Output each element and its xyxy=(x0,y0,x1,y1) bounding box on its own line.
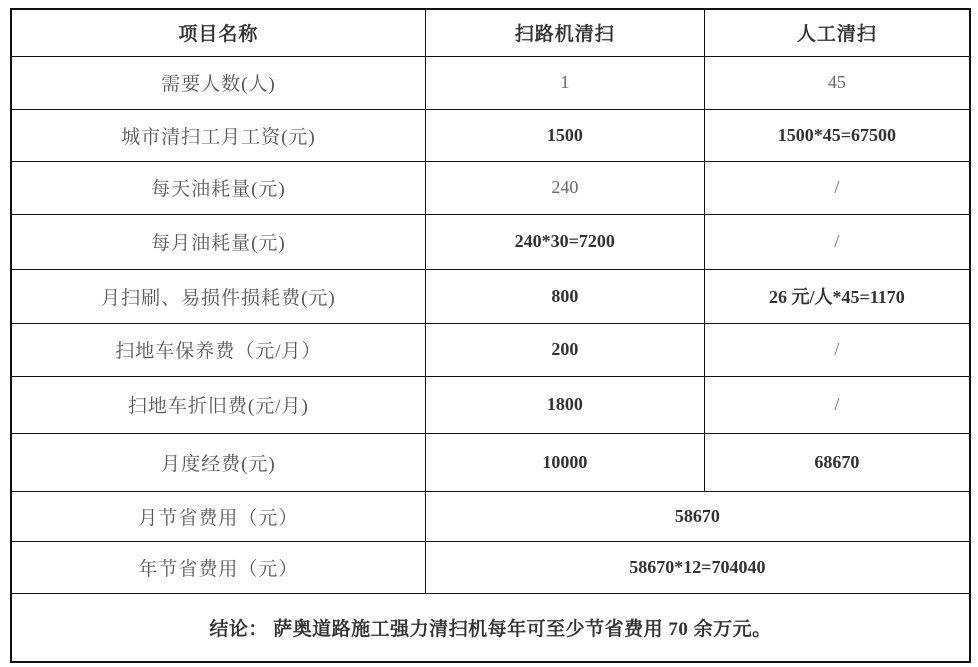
machine-value: 10000 xyxy=(425,433,704,491)
machine-value: 1500 xyxy=(425,109,704,161)
table-row xyxy=(11,214,970,269)
table-row xyxy=(11,161,970,214)
manual-value: / xyxy=(704,161,970,214)
table-row xyxy=(11,323,970,376)
machine-value: 1 xyxy=(425,56,704,109)
table-header-row xyxy=(11,9,970,56)
table-row xyxy=(11,433,970,491)
row-label: 城市清扫工月工资(元) xyxy=(11,109,425,161)
merged-value: 58670 xyxy=(425,491,970,541)
row-label: 每月油耗量(元) xyxy=(11,214,425,269)
row-label: 月扫刷、易损件损耗费(元) xyxy=(11,269,425,323)
table-row-conclusion xyxy=(11,593,970,662)
manual-value: 26 元/人*45=1170 xyxy=(704,269,970,323)
row-label: 扫地车保养费（元/月） xyxy=(11,323,425,376)
machine-value: 240 xyxy=(425,161,704,214)
row-label: 扫地车折旧费(元/月) xyxy=(11,376,425,433)
table-row xyxy=(11,376,970,433)
table-row xyxy=(11,269,970,323)
manual-value: 68670 xyxy=(704,433,970,491)
machine-value: 200 xyxy=(425,323,704,376)
row-label: 月节省费用（元） xyxy=(11,491,425,541)
conclusion-text: 结论： 萨奥道路施工强力清扫机每年可至少节省费用 70 余万元。 xyxy=(11,593,970,662)
machine-value: 1800 xyxy=(425,376,704,433)
table-row-yearly-saving xyxy=(11,541,970,593)
manual-value: / xyxy=(704,376,970,433)
row-label: 月度经费(元) xyxy=(11,433,425,491)
machine-value: 800 xyxy=(425,269,704,323)
header-machine-cleaning: 扫路机清扫 xyxy=(425,9,704,56)
manual-value: 45 xyxy=(704,56,970,109)
table-row xyxy=(11,109,970,161)
row-label: 年节省费用（元） xyxy=(11,541,425,593)
table-row-monthly-saving xyxy=(11,491,970,541)
header-manual-cleaning: 人工清扫 xyxy=(704,9,970,56)
header-project-name: 项目名称 xyxy=(11,9,425,56)
machine-value: 240*30=7200 xyxy=(425,214,704,269)
row-label: 需要人数(人) xyxy=(11,56,425,109)
table-row xyxy=(11,56,970,109)
manual-value: / xyxy=(704,214,970,269)
row-label: 每天油耗量(元) xyxy=(11,161,425,214)
merged-value: 58670*12=704040 xyxy=(425,541,970,593)
cost-comparison-table xyxy=(10,8,971,663)
manual-value: 1500*45=67500 xyxy=(704,109,970,161)
manual-value: / xyxy=(704,323,970,376)
